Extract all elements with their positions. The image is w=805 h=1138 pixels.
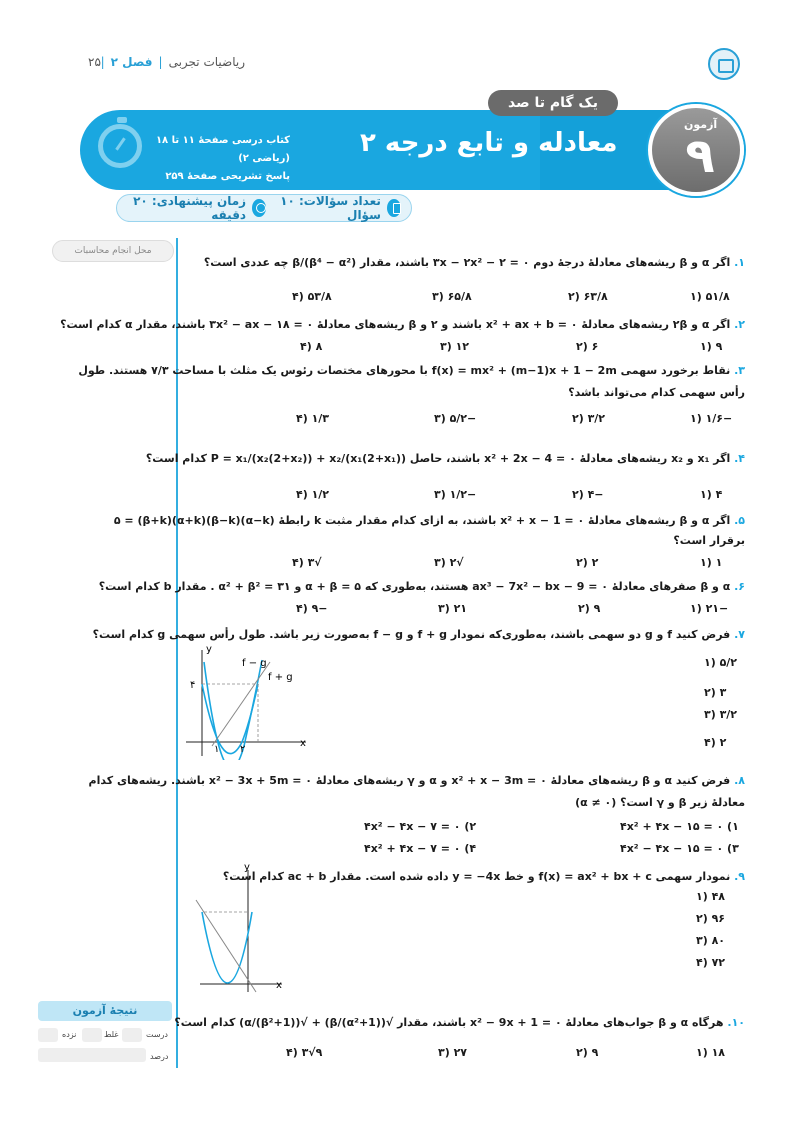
correct-label: درست: [146, 1030, 168, 1039]
q8-option-2[interactable]: ۴x² − ۴x − ۷ = ۰ (۲: [364, 820, 477, 833]
q6-option-4[interactable]: −۹ (۴: [296, 602, 328, 615]
wrong-label: غلط: [104, 1030, 119, 1039]
question-5-line2: برقرار است؟: [673, 534, 745, 547]
q7-label-x: x: [300, 738, 306, 749]
q10-option-4[interactable]: ۹√۳ (۴: [286, 1046, 323, 1059]
q5-option-2[interactable]: ۲ (۲: [576, 556, 599, 569]
wrong-box[interactable]: [82, 1028, 102, 1042]
result-title: نتیجهٔ آزمون: [38, 1001, 172, 1021]
quiz-title: معادله و تابع درجه ۲: [360, 128, 618, 158]
q7-line: [212, 662, 270, 746]
q1-option-3[interactable]: ۶۵/۸ (۳: [432, 290, 472, 303]
q10-option-1[interactable]: ۱۸ (۱: [696, 1046, 726, 1059]
percent-box[interactable]: [38, 1048, 146, 1062]
q1-option-1[interactable]: ۵۱/۸ (۱: [690, 290, 730, 303]
q9-option-3[interactable]: ۸۰ (۳: [696, 934, 726, 947]
q8-option-1[interactable]: ۴x² + ۴x − ۱۵ = ۰ (۱: [620, 820, 739, 833]
q7-option-2[interactable]: ۳ (۲: [704, 686, 727, 699]
q2-option-3[interactable]: ۱۲ (۳: [440, 340, 470, 353]
q1-option-4[interactable]: ۵۳/۸ (۴: [292, 290, 332, 303]
correct-box[interactable]: [122, 1028, 142, 1042]
q9-option-4[interactable]: ۷۲ (۴: [696, 956, 726, 969]
book-reference: [150, 132, 290, 186]
question-3-line2: رأس سهمی کدام می‌تواند باشد؟: [568, 386, 745, 399]
q3-option-2[interactable]: ۳/۲ (۲: [572, 412, 606, 425]
q8-option-3[interactable]: ۴x² − ۴x − ۱۵ = ۰ (۳: [620, 842, 739, 855]
book-title: ریاضیات تجربی: [168, 55, 245, 69]
question-8: ۸. فرض کنید α و β ریشه‌های معادلهٔ x² + x − 3m = ۰ و α و γ ریشه‌های معادلهٔ x² − 3x + 5m = ۰ باشند. ریشه‌های کدام: [88, 774, 745, 787]
question-10: ۱۰. هرگاه α و β جواب‌های معادلهٔ x² − 9x + 1 = ۰ باشند، مقدار √((α²+1)/β) + √((β²+1)/α) کدام است؟: [174, 1016, 745, 1029]
book-ref-line2: پاسخ تشریحی صفحهٔ ۲۵۹: [165, 171, 290, 182]
question-3: ۳. نقاط برخورد سهمی f(x) = mx² + (m−1)x + 1 − 2m با محورهای مختصات رئوس یک مثلث با مساحت ۷/۳ هستند. طول: [78, 364, 745, 377]
q2-option-4[interactable]: ۸ (۴: [300, 340, 323, 353]
q9-label-x: x: [276, 980, 282, 991]
q9-option-2[interactable]: ۹۶ (۲: [696, 912, 726, 925]
question-1: ۱. اگر α و β ریشه‌های معادلهٔ درجهٔ دوم ۰ = ۲ − ۳x − ۲x² باشند، مقدار (β⁴ − α²)/β چه عددی است؟: [203, 256, 745, 269]
q4-option-2[interactable]: −۴ (۲: [572, 488, 604, 501]
q7-option-4[interactable]: ۲ (۴: [704, 736, 727, 749]
q7-label-1: ۱: [214, 744, 220, 755]
q7-label-fminusg: f − g: [242, 658, 267, 669]
q9-label-y: y: [244, 864, 250, 873]
q6-option-3[interactable]: ۲۱ (۳: [438, 602, 468, 615]
percent-label: درصد: [150, 1052, 169, 1061]
question-4: ۴. اگر x₁ و x₂ ریشه‌های معادلهٔ x² + 2x − 4 = ۰ باشند، حاصل P = x₁/(x₂(2+x₂)) + x₂/(x₁(2+x₁)) کدام است؟: [145, 452, 745, 465]
q4-option-3[interactable]: −۱/۲ (۳: [434, 488, 477, 501]
q7-graph: [182, 642, 312, 760]
book-ref-line1: کتاب درسی صفحهٔ ۱۱ تا ۱۸ (ریاضی ۲): [155, 135, 290, 164]
q6-option-2[interactable]: ۹ (۲: [578, 602, 601, 615]
q4-option-4[interactable]: ۱/۲ (۴: [296, 488, 330, 501]
margin-divider: [176, 238, 178, 1068]
quiz-label: آزمون: [684, 118, 718, 131]
question-2: ۲. اگر α و ۲β ریشه‌های معادلهٔ x² + ax + b = ۰ باشند و ۲ و β ریشه‌های معادلهٔ ۳x² − ax − ۱۸ = ۰ باشند، مقدار α کدام است؟: [60, 318, 745, 331]
q7-label-2: ۲: [240, 744, 246, 755]
question-5: ۵. اگر α و β ریشه‌های معادلهٔ x² + x − 1 = ۰ باشند، به ازای کدام مقدار مثبت k رابطهٔ (α−k)(β−k)(α+k)(β+k) = ۵: [113, 514, 745, 527]
q9-graph: [192, 864, 288, 996]
page-number: ۲۵: [88, 55, 101, 69]
q7-label-fplusg: f + g: [268, 672, 293, 683]
series-label: یک گام تا صد: [488, 90, 618, 116]
quiz-number: ۹: [685, 128, 715, 184]
q5-option-1[interactable]: ۱ (۱: [700, 556, 723, 569]
q3-option-4[interactable]: ۱/۳ (۴: [296, 412, 330, 425]
q1-option-2[interactable]: ۶۳/۸ (۲: [568, 290, 608, 303]
chapter-label: فصل ۲: [110, 55, 153, 69]
q7-label-y: y: [206, 644, 212, 655]
q4-option-1[interactable]: ۴ (۱: [700, 488, 723, 501]
question-9: ۹. نمودار سهمی f(x) = ax² + bx + c و خط y = −4x داده شده است. مقدار ac + b کدام است؟: [222, 870, 745, 883]
question-6: ۶. α و β صفرهای معادلهٔ ax³ − 7x² − bx − 9 = ۰ هستند، به‌طوری که α + β = ۵ و α² + β² = ۳۱ . مقدار b کدام است؟: [98, 580, 745, 593]
blank-box[interactable]: [38, 1028, 58, 1042]
q3-option-3[interactable]: −۵/۲ (۳: [434, 412, 477, 425]
stopwatch-icon: [98, 124, 142, 168]
question-count: تعداد سؤالات: ۱۰ سؤال: [280, 194, 381, 222]
q2-option-1[interactable]: ۹ (۱: [700, 340, 723, 353]
quiz-info-bar: [116, 194, 412, 222]
question-8-line2: معادلهٔ زیر β و γ است؟ (α ≠ ۰): [575, 796, 745, 809]
q7-option-1[interactable]: ۵/۲ (۱: [704, 656, 738, 669]
running-header: ریاضیات تجربی|فصل ۲|: [100, 55, 245, 69]
q7-option-3[interactable]: ۳/۲ (۳: [704, 708, 738, 721]
q3-option-1[interactable]: −۱/۶ (۱: [690, 412, 733, 425]
q10-option-2[interactable]: ۹ (۲: [576, 1046, 599, 1059]
question-7: ۷. فرض کنید f و g دو سهمی باشند، به‌طوری‌که نمودار f + g و f − g به‌صورت زیر باشد. طول رأس سهمی g کدام است؟: [92, 628, 745, 641]
q7-label-4: ۴: [190, 680, 196, 691]
document-icon: [387, 199, 401, 217]
q6-option-1[interactable]: −۲۱ (۱: [690, 602, 729, 615]
blank-label: نزده: [62, 1030, 77, 1039]
clock-icon: [252, 199, 266, 217]
book-logo-icon: [708, 48, 740, 80]
q9-line: [196, 900, 256, 992]
suggested-time: زمان پیشنهادی: ۲۰ دقیقه: [133, 194, 247, 222]
q10-option-3[interactable]: ۲۷ (۳: [438, 1046, 468, 1059]
q5-option-4[interactable]: √۳ (۴: [292, 556, 322, 569]
q9-option-1[interactable]: ۴۸ (۱: [696, 890, 726, 903]
q5-option-3[interactable]: √۲ (۳: [434, 556, 464, 569]
q2-option-2[interactable]: ۶ (۲: [576, 340, 599, 353]
q8-option-4[interactable]: ۴x² + ۴x − ۷ = ۰ (۴: [364, 842, 477, 855]
scratch-area-label: محل انجام محاسبات: [52, 240, 174, 262]
